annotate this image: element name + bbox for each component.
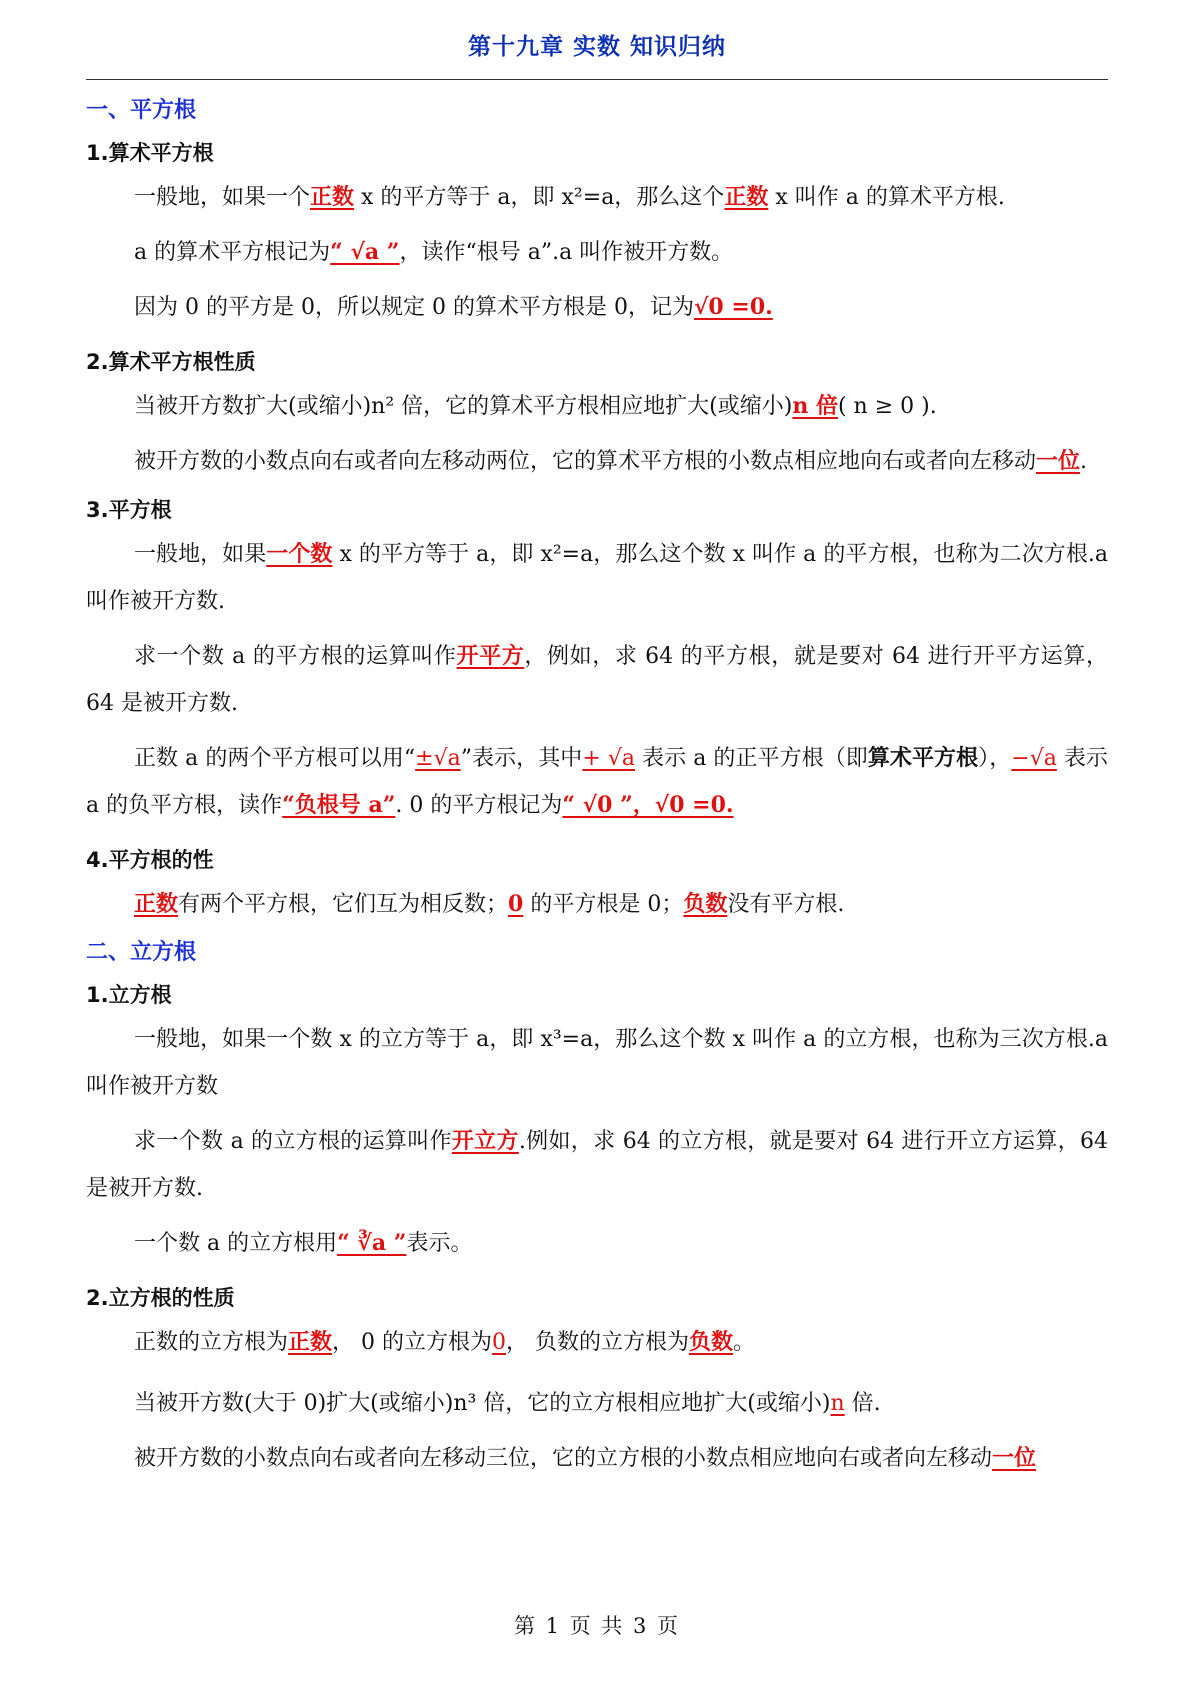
highlight-a-number: 一个数 (266, 541, 333, 567)
highlight-cbrt-a: “ ∛a ” (337, 1230, 407, 1256)
highlight-cube-one-place: 一位 (992, 1445, 1037, 1471)
highlight-positive-number-2: 正数 (724, 184, 769, 210)
highlight-sqrt-zero-notation: “ √0 ”，√0 =0. (562, 792, 734, 818)
paragraph-two-square-roots: 正数 a 的两个平方根可以用“±√a”表示，其中+ √a 表示 a 的正平方根（即算术平方根），−√a 表示 a 的负平方根，读作“负根号 a”. 0 的平方根记为“ √0 ”，√0 =0. (86, 745, 1108, 818)
paragraph-scaling: 当被开方数扩大(或缩小)n² 倍，它的算术平方根相应地扩大(或缩小)n 倍( n ≥ 0 ). (134, 393, 937, 419)
subsection-title-square-root: 3.平方根 (86, 498, 172, 522)
highlight-positive-number: 正数 (310, 184, 355, 210)
section-title-cube-root: 二、立方根 (86, 940, 197, 965)
subsection-title-arithmetic-root-properties: 2.算术平方根性质 (86, 350, 256, 374)
highlight-sqrt-zero: √0 =0. (693, 294, 773, 320)
page-title: 第十九章 实数 知识归纳 (467, 34, 726, 60)
highlight-n-times: n 倍 (792, 393, 838, 419)
highlight-one-place: 一位 (1036, 448, 1081, 474)
highlight-negative-root-a: “负根号 a” (282, 792, 396, 818)
minus-sqrt-a: −√a (1011, 746, 1057, 771)
paragraph-cube-decimal-shift: 被开方数的小数点向右或者向左移动三位，它的立方根的小数点相应地向右或者向左移动一位 (134, 1445, 1037, 1471)
paragraph-sqrt-zero: 因为 0 的平方是 0，所以规定 0 的算术平方根是 0，记为√0 =0. (134, 294, 773, 320)
page-number: 第 1 页 共 3 页 (513, 1614, 681, 1638)
highlight-positive: 正数 (134, 891, 179, 917)
paragraph-extracting-square-root: 求一个数 a 的平方根的运算叫作开平方，例如，求 64 的平方根，就是要对 64 进行开平方运算，64 是被开方数. (86, 643, 1108, 716)
paragraph-definition-square-root: 一般地，如果一个数 x 的平方等于 a，即 x²=a，那么这个数 x 叫作 a 的平方根，也称为二次方根.a 叫作被开方数. (86, 541, 1108, 614)
paragraph-square-root-properties: 正数有两个平方根，它们互为相反数；0 的平方根是 0；负数没有平方根. (134, 891, 845, 917)
highlight-extract-cube-root: 开立方 (451, 1128, 519, 1154)
paragraph-cube-scaling: 当被开方数(大于 0)扩大(或缩小)n³ 倍，它的立方根相应地扩大(或缩小)n 倍. (134, 1391, 881, 1416)
paragraph-definition-cube-root: 一般地，如果一个数 x 的立方等于 a，即 x³=a，那么这个数 x 叫作 a 的立方根，也称为三次方根.a 叫作被开方数 (86, 1027, 1108, 1099)
highlight-cube-positive: 正数 (288, 1329, 333, 1355)
cube-n: n (830, 1391, 845, 1416)
subsection-title-cube-root: 1.立方根 (86, 983, 172, 1007)
plus-minus-sqrt-a: ±√a (415, 746, 461, 771)
paragraph-definition-arithmetic-root: 一般地，如果一个正数 x 的平方等于 a，即 x²=a，那么这个正数 x 叫作 a 的算术平方根. (134, 184, 1005, 210)
subsection-title-cube-root-properties: 2.立方根的性质 (86, 1286, 235, 1310)
paragraph-cube-root-notation: 一个数 a 的立方根用“ ∛a ”表示。 (134, 1230, 473, 1256)
header-divider (86, 79, 1108, 80)
paragraph-notation: a 的算术平方根记为“ √a ”，读作“根号 a”.a 叫作被开方数。 (134, 239, 734, 265)
subsection-title-arithmetic-square-root: 1.算术平方根 (86, 141, 214, 165)
highlight-cube-negative: 负数 (689, 1329, 734, 1355)
section-title-square-root: 一、平方根 (86, 98, 197, 123)
plus-sqrt-a: + √a (582, 746, 635, 771)
cube-root-zero: 0 (492, 1330, 507, 1355)
highlight-extract-square-root: 开平方 (456, 643, 525, 669)
highlight-zero: 0 (508, 891, 524, 917)
subsection-title-square-root-properties: 4.平方根的性 (86, 848, 214, 872)
paragraph-cube-root-signs: 正数的立方根为正数， 0 的立方根为0， 负数的立方根为负数。 (134, 1329, 756, 1355)
highlight-sqrt-a: “ √a ” (330, 239, 400, 265)
paragraph-extracting-cube-root: 求一个数 a 的立方根的运算叫作开立方.例如，求 64 的立方根，就是要对 64 进行开立方运算，64 是被开方数. (86, 1128, 1108, 1201)
arithmetic-square-root-term: 算术平方根 (867, 745, 979, 771)
document-body (86, 88, 1108, 1490)
paragraph-decimal-shift: 被开方数的小数点向右或者向左移动两位，它的算术平方根的小数点相应地向右或者向左移动一位. (134, 448, 1088, 474)
highlight-negative: 负数 (683, 891, 728, 917)
